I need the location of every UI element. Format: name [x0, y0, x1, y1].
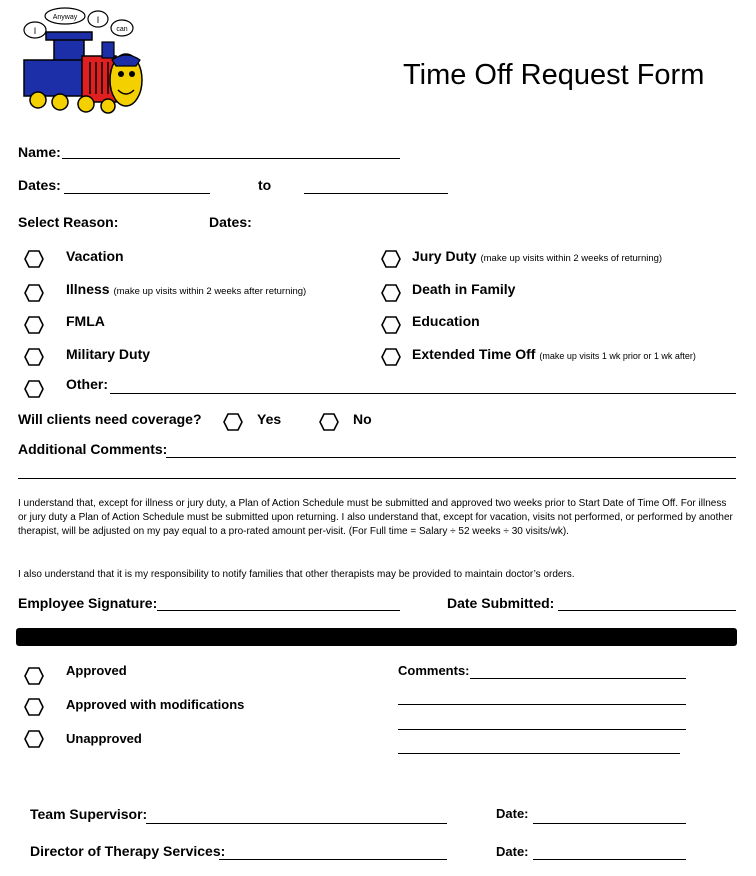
illness-radio[interactable]	[24, 284, 44, 302]
reason-education	[412, 313, 480, 329]
select-reason-label: Select Reason:	[18, 214, 119, 230]
director-label: Director of Therapy Services:	[30, 843, 226, 859]
extended-time-off-radio[interactable]	[381, 348, 401, 366]
approval-comments-label: Comments:	[398, 663, 470, 678]
supervisor-date-field[interactable]	[533, 823, 686, 824]
death-in-family-radio[interactable]	[381, 284, 401, 302]
approval-comments-line-4[interactable]	[398, 753, 680, 754]
logo-badge-text: I	[96, 15, 100, 25]
unapproved-radio[interactable]	[24, 730, 44, 748]
vacation-radio[interactable]	[24, 250, 44, 268]
approved-radio[interactable]	[24, 667, 44, 685]
reason-other	[66, 376, 108, 392]
signature-field[interactable]	[157, 610, 400, 611]
supervisor-signature-field[interactable]	[146, 823, 447, 824]
fmla-radio[interactable]	[24, 316, 44, 334]
train-logo-icon	[16, 4, 146, 116]
reason-illness	[66, 281, 306, 297]
unapproved-label: Unapproved	[66, 731, 142, 746]
education-radio[interactable]	[381, 316, 401, 334]
approved-with-modifications-label: Approved with modifications	[66, 697, 245, 712]
coverage-question: Will clients need coverage?	[18, 411, 202, 427]
dates-label: Dates:	[18, 177, 61, 193]
reason-label: FMLA	[66, 313, 105, 329]
approved-label: Approved	[66, 663, 127, 678]
end-date-field[interactable]	[304, 193, 448, 194]
approval-comments-line-1[interactable]	[470, 678, 686, 679]
director-date-label: Date:	[496, 844, 529, 859]
director-date-field[interactable]	[533, 859, 686, 860]
approval-comments-line-2[interactable]	[398, 704, 686, 705]
section-divider	[16, 628, 737, 646]
comments-label: Additional Comments:	[18, 441, 168, 457]
name-field[interactable]	[62, 158, 400, 159]
supervisor-label: Team Supervisor:	[30, 806, 148, 822]
logo-badge-text: can	[116, 26, 128, 33]
reason-note: (make up visits within 2 weeks of returning)	[480, 253, 663, 264]
responsibility-paragraph: I also understand that it is my responsibility to notify families that other therapists may be provided to maintain doctor’s orders.	[18, 569, 575, 580]
signature-label: Employee Signature:	[18, 595, 158, 611]
coverage-no-radio[interactable]	[319, 413, 339, 431]
name-label: Name:	[18, 144, 61, 160]
comments-field-line-2[interactable]	[18, 478, 736, 479]
reason-label: Extended Time Off	[412, 346, 536, 362]
reason-label: Illness	[66, 281, 110, 297]
logo-badge-text: I	[33, 26, 37, 36]
reason-label: Military Duty	[66, 346, 151, 362]
other-radio[interactable]	[24, 380, 44, 398]
date-submitted-field[interactable]	[558, 610, 736, 611]
reason-label: Education	[412, 313, 480, 329]
reason-note: (make up visits 1 wk prior or 1 wk after)	[539, 351, 696, 361]
date-submitted-label: Date Submitted:	[447, 595, 555, 611]
military-duty-radio[interactable]	[24, 348, 44, 366]
reason-dates-label: Dates:	[209, 214, 252, 230]
coverage-yes-radio[interactable]	[223, 413, 243, 431]
reason-extended-time-off	[412, 346, 696, 362]
reason-label: Jury Duty	[412, 248, 477, 264]
reason-label: Vacation	[66, 248, 124, 264]
reason-jury-duty	[412, 248, 662, 264]
jury-duty-radio[interactable]	[381, 250, 401, 268]
to-label: to	[258, 177, 272, 193]
policy-paragraph: I understand that, except for illness or jury duty, a Plan of Action Schedule must be submitted and approved two weeks prior to Start Date of Time Off. For illness or jury duty a Plan of Action Schedule must be submitted upon returning. I also understand that, except for vacation, visits not performed, or performed by another therapist, will be adjusted on my pay equal to a pro-rated amount per-visit. (For Full time = Salary ÷ 52 weeks ÷ 30 visits/wk).	[18, 498, 733, 537]
reason-label: Other:	[66, 376, 108, 392]
comments-field-line-1[interactable]	[166, 457, 736, 458]
start-date-field[interactable]	[64, 193, 210, 194]
reason-fmla	[66, 313, 105, 329]
logo-badge-text: Anyway	[52, 14, 78, 21]
reason-note: (make up visits within 2 weeks after returning)	[113, 286, 307, 297]
approved-with-modifications-radio[interactable]	[24, 698, 44, 716]
page-title: Time Off Request Form	[403, 59, 705, 91]
reason-military-duty	[66, 346, 150, 362]
reason-death-in-family	[412, 281, 515, 297]
reason-vacation	[66, 248, 124, 264]
reason-label: Death in Family	[412, 281, 516, 297]
approval-comments-line-3[interactable]	[398, 729, 686, 730]
director-signature-field[interactable]	[219, 859, 447, 860]
other-reason-field[interactable]	[110, 393, 736, 394]
coverage-yes-label: Yes	[257, 411, 282, 427]
coverage-no-label: No	[353, 411, 372, 427]
supervisor-date-label: Date:	[496, 806, 529, 821]
